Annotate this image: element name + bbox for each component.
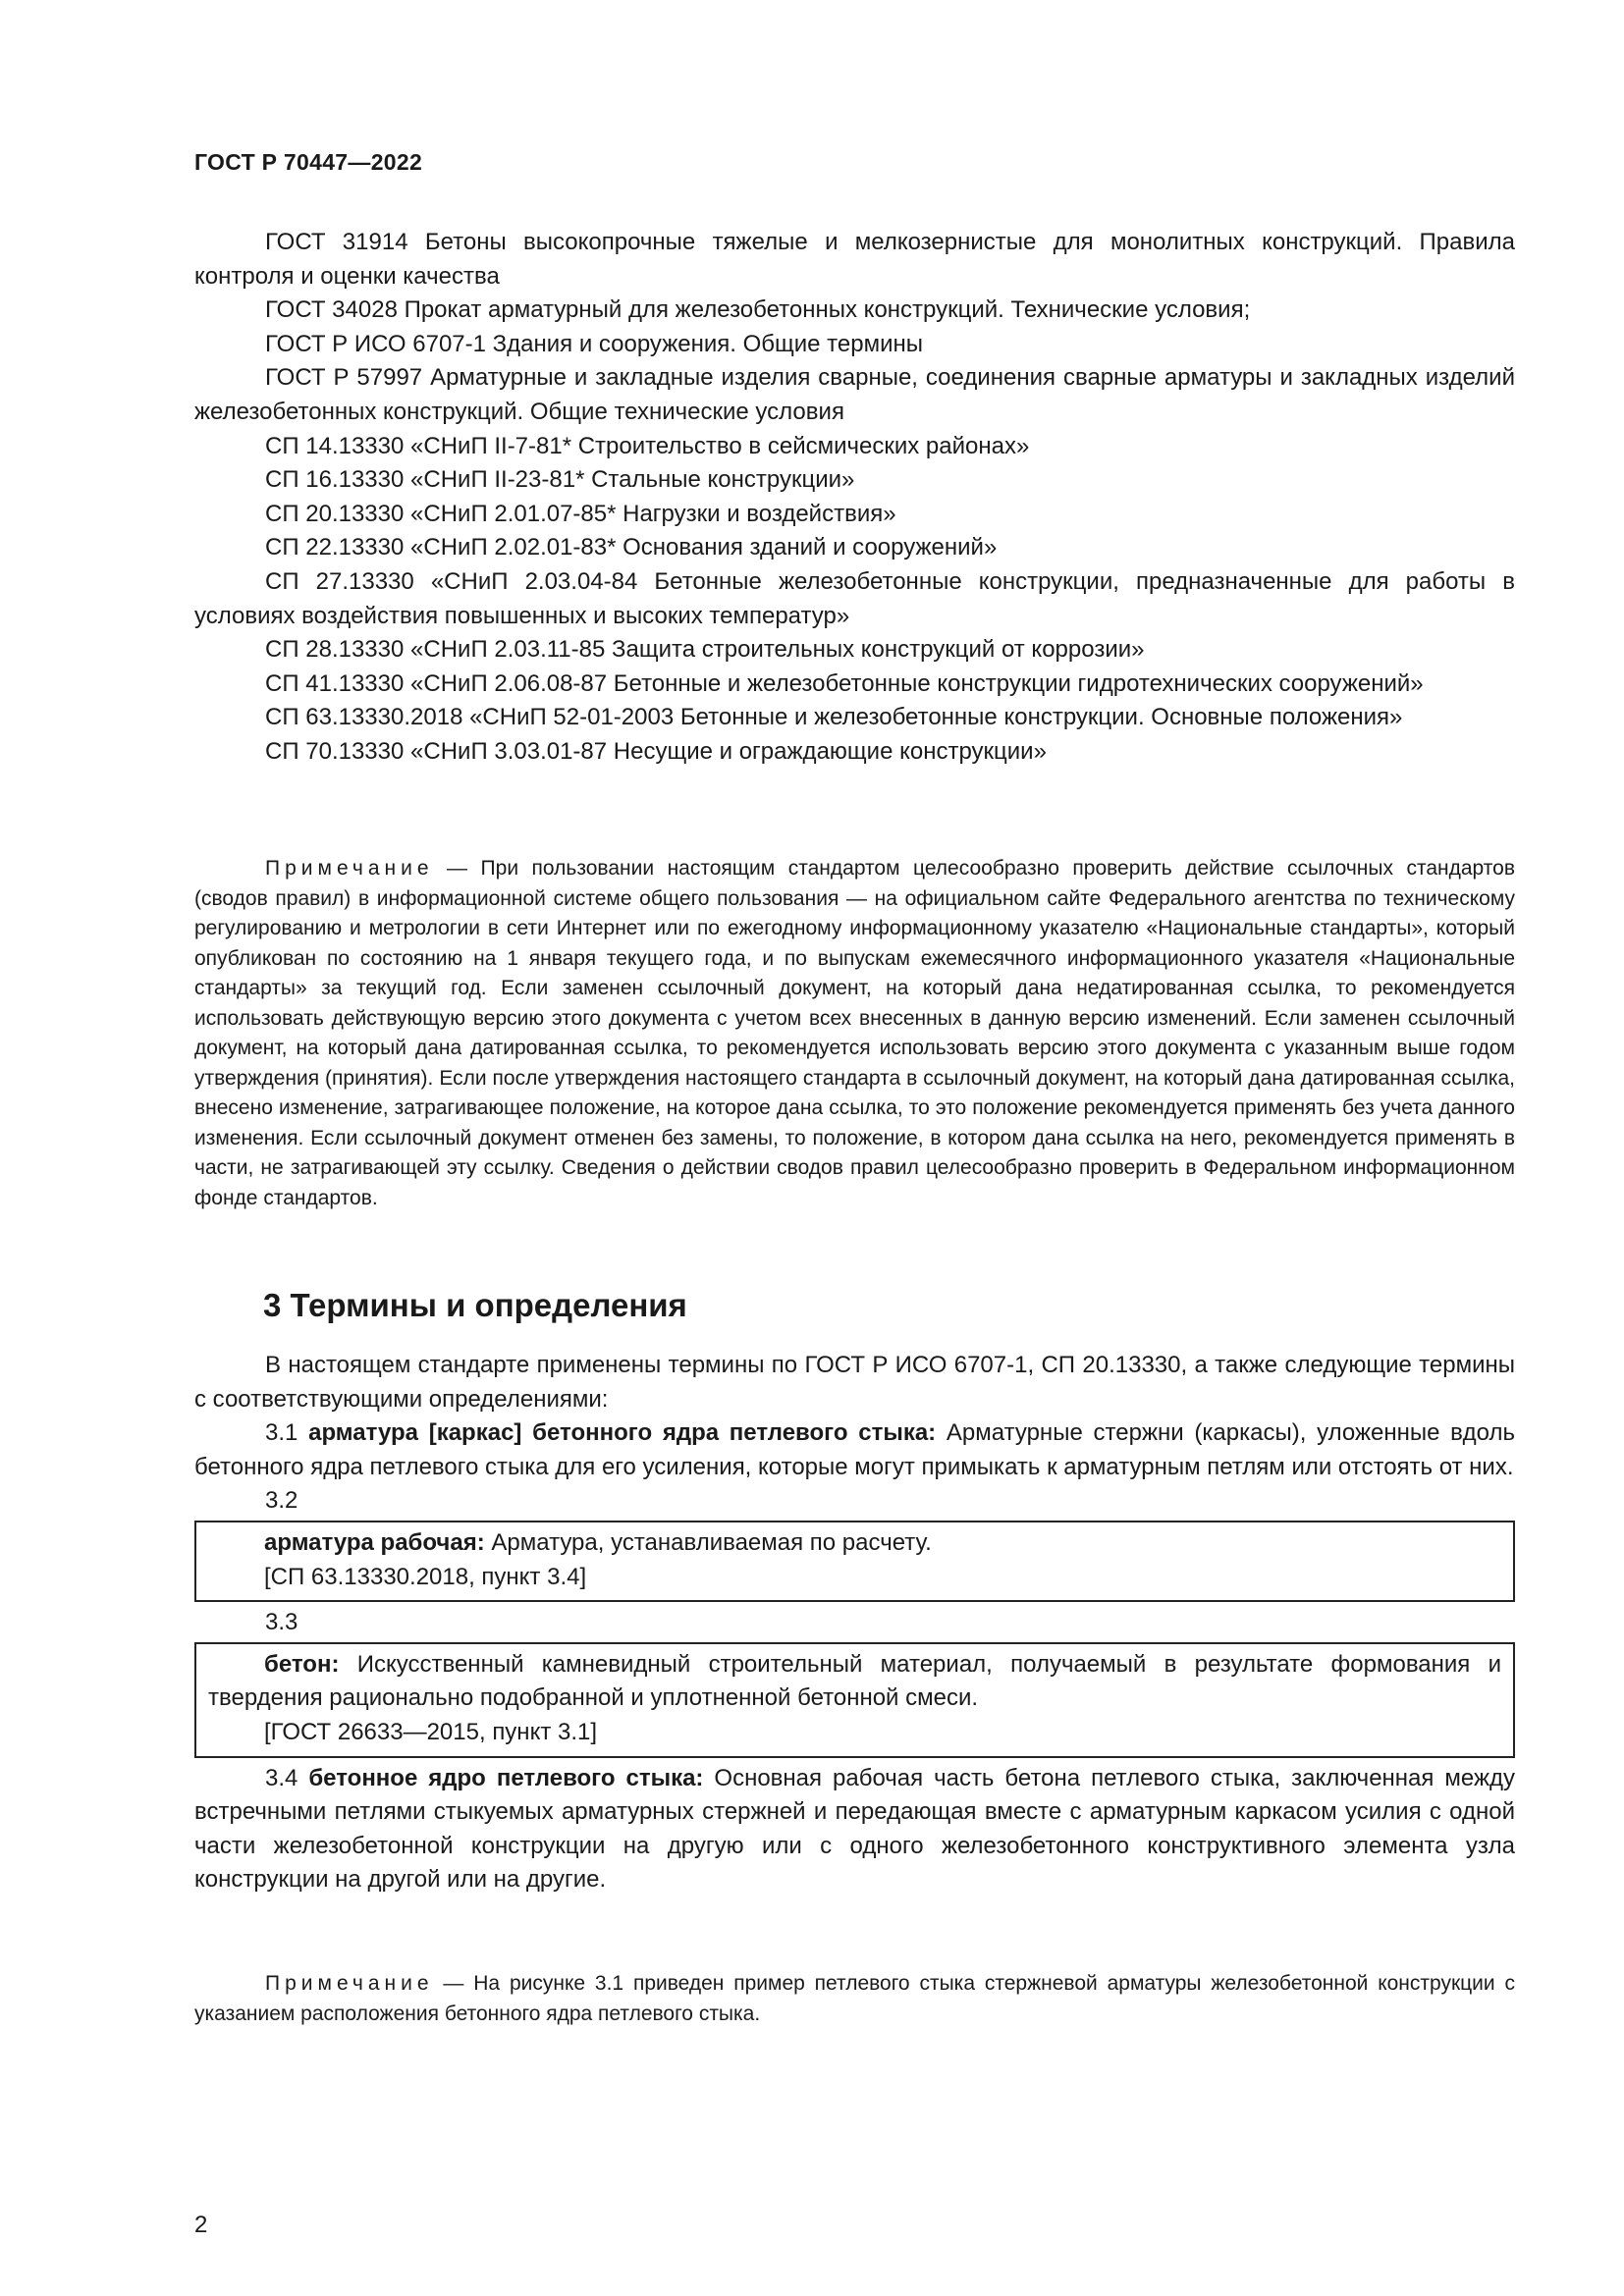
reference-item: СП 16.13330 «СНиП II-23-81* Стальные конструкции» xyxy=(265,466,855,494)
note-label: Примечание xyxy=(265,857,434,880)
terms-section-body xyxy=(194,1349,1515,1897)
reference-item: ГОСТ Р ИСО 6707-1 Здания и сооружения. Общие термины xyxy=(265,330,924,357)
term-name: бетонное ядро петлевого стыка: xyxy=(308,1764,704,1791)
term-3-3-box xyxy=(194,1642,1515,1758)
reference-item: СП 20.13330 «СНиП 2.01.07-85* Нагрузки и воздействия» xyxy=(265,500,896,527)
term-3-2-box xyxy=(194,1521,1515,1602)
note-text: — При пользовании настоящим стандартом целесообразно проверить действие ссылочных стандартов (сводов правил) в информационной системе общего пользования — на официальном сайте Федерального агентства по техническому регулированию и метрологии в сети Интернет или по ежегодному информационному указателю «Национальные стандарты», который опубликован по состоянию на 1 января текущего года, и по выпускам ежемесячного информационного указателя «Национальные стандарты» за текущий год. Если заменен ссылочный документ, на который дана недатированная ссылка, то рекомендуется использовать действующую версию этого документа с учетом всех внесенных в данную версию изменений. Если заменен ссылочный документ, на который дана датированная ссылка, то рекомендуется использовать версию этого документа с указанным выше годом утверждения (принятия). Если после утверждения настоящего стандарта в ссылочный документ, на который дана датированная ссылка, внесено изменение, затрагивающее положение, на которое дана ссылка, то это положение рекомендуется применять без учета данного изменения. Если ссылочный документ отменен без замены, то положение, в котором дана ссылка на него, рекомендуется применять в части, не затрагивающей эту ссылку. Сведения о действии сводов правил целесообразно проверить в Федеральном информационном фонде стандартов. xyxy=(194,857,1515,1209)
term-definition: Основная рабочая часть бетона петлевого стыка, заключенная между встречными петлями стыкуемых арматурных стержней и передающая вместе с арматурным каркасом усилия с одной части железобетонной конструкции на другую или с одного железобетонного конструктивного элемента узла конструкции на другой или на другие. xyxy=(194,1764,1516,1894)
reference-item: СП 14.13330 «СНиП II-7-81* Строительство в сейсмических районах» xyxy=(265,432,1030,459)
term-number: 3.2 xyxy=(265,1487,298,1515)
term-3-3 xyxy=(208,1648,1501,1716)
note-paragraph xyxy=(194,854,1515,1213)
term-definition: Искусственный камневидный строительный материал, получаемый в результате формования и твердения рационально подобранной и уплотненной бетонной смеси. xyxy=(208,1650,1501,1712)
reference-item: ГОСТ 31914 Бетоны высокопрочные тяжелые и мелкозернистые для монолитных конструкций. Правила контроля и оценки качества xyxy=(194,229,1515,290)
term-source: [ГОСТ 26633—2015, пункт 3.1] xyxy=(264,1718,598,1745)
page-number: 2 xyxy=(194,2212,208,2238)
reference-item: СП 70.13330 «СНиП 3.03.01-87 Несущие и ограждающие конструкции» xyxy=(265,737,1047,765)
reference-item: СП 41.13330 «СНиП 2.06.08-87 Бетонные и железобетонные конструкции гидротехнических сооружений» xyxy=(265,669,1424,697)
terms-note xyxy=(194,1969,1515,2029)
reference-item: СП 27.13330 «СНиП 2.03.04-84 Бетонные железобетонные конструкции, предназначенные для работы в условиях воздействия повышенных и высоких температур» xyxy=(194,567,1515,629)
term-number: 3.3 xyxy=(265,1609,298,1636)
section-title: 3 Термины и определения xyxy=(263,1287,687,1323)
reference-item: СП 28.13330 «СНиП 2.03.11-85 Защита строительных конструкций от коррозии» xyxy=(265,636,1145,664)
term-name: арматура рабочая: xyxy=(264,1528,485,1556)
term-number: 3.1 xyxy=(265,1419,298,1447)
reference-item: ГОСТ 34028 Прокат арматурный для железобетонных конструкций. Технические условия; xyxy=(265,296,1251,324)
reference-item: СП 22.13330 «СНиП 2.02.01-83* Основания зданий и сооружений» xyxy=(265,534,998,561)
term-number: 3.4 xyxy=(265,1764,298,1791)
term-name: арматура [каркас] бетонного ядра петлевого стыка: xyxy=(308,1419,937,1447)
term-source: [СП 63.13330.2018, пункт 3.4] xyxy=(264,1563,587,1590)
term-3-1 xyxy=(194,1416,1515,1484)
term-name: бетон: xyxy=(264,1650,340,1678)
term-definition: Арматурные стержни (каркасы), уложенные вдоль бетонного ядра петлевого стыка для его усиления, которые могут примыкать к арматурным петлям или отстоять от них. xyxy=(194,1419,1515,1480)
term-3-2 xyxy=(208,1526,1501,1561)
note-paragraph xyxy=(194,1969,1515,2029)
reference-item: ГОСТ Р 57997 Арматурные и закладные изделия сварные, соединения сварные арматуры и закладных изделий железобетонных конструкций. Общие технические условия xyxy=(194,364,1515,425)
normative-references-list xyxy=(194,226,1515,770)
note-text: — На рисунке 3.1 приведен пример петлевого стыка стержневой арматуры железобетонной конструкции с указанием расположения бетонного ядра петлевого стыка. xyxy=(194,1972,1515,2025)
term-3-4 xyxy=(194,1762,1515,1897)
reference-item: СП 63.13330.2018 «СНиП 52-01-2003 Бетонные и железобетонные конструкции. Основные положения» xyxy=(265,704,1403,731)
note-label: Примечание xyxy=(265,1972,434,1995)
references-note xyxy=(194,854,1515,1213)
document-header: ГОСТ Р 70447—2022 xyxy=(194,149,423,175)
term-definition: Арматура, устанавливаемая по расчету. xyxy=(484,1528,932,1556)
terms-intro: В настоящем стандарте применены термины по ГОСТ Р ИСО 6707-1, СП 20.13330, а также следующие термины с соответствующими определениями: xyxy=(194,1352,1515,1413)
